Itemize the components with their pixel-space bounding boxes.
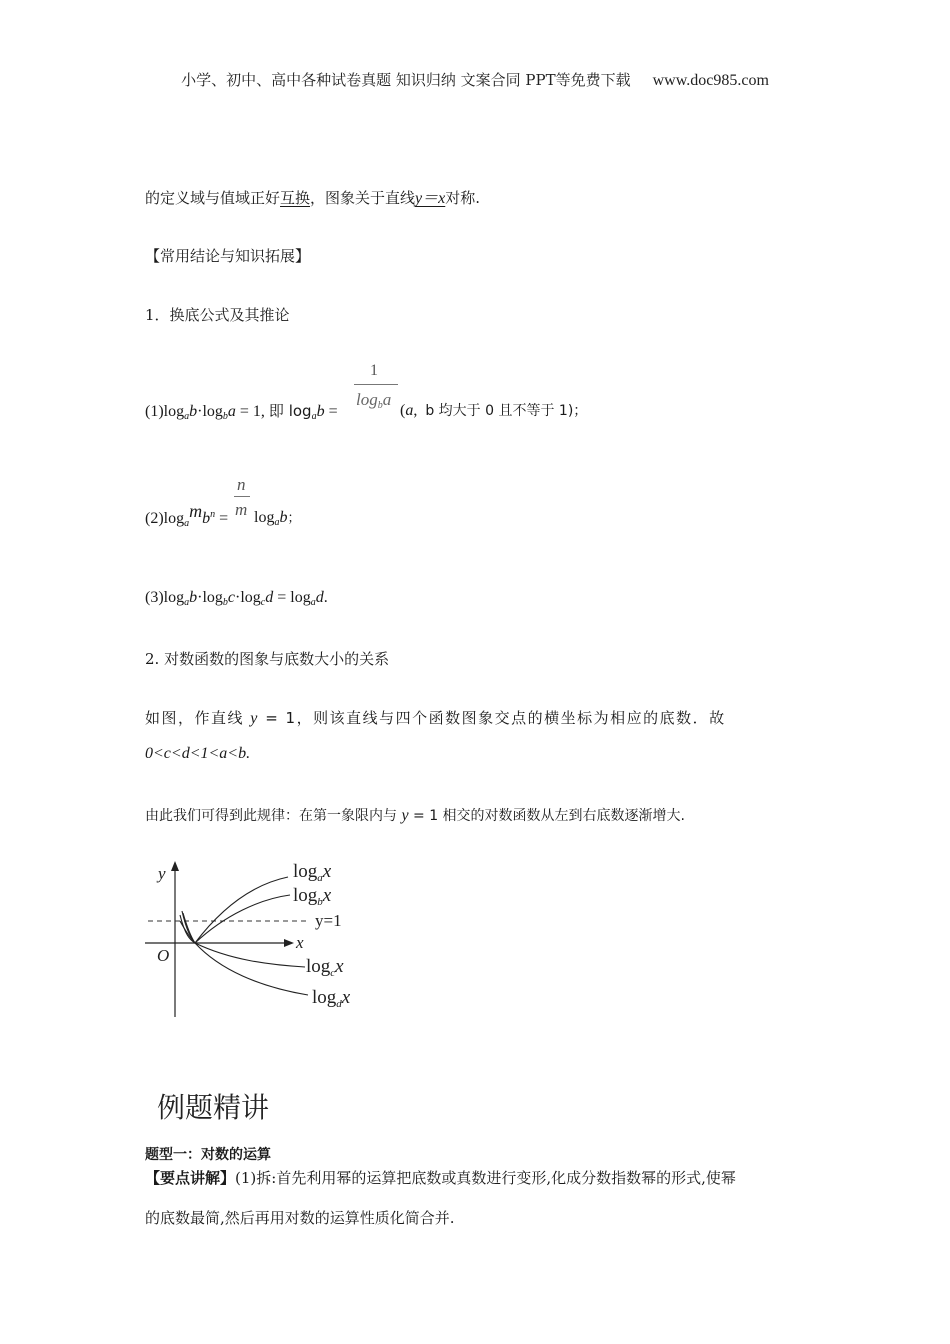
key-points-line2: 的底数最简,然后再用对数的运算性质化简合并. — [145, 1209, 455, 1227]
formula-2-numerator: n — [237, 475, 246, 494]
formula-2-eq: = — [215, 510, 229, 527]
intro-text-pre: 的定义域与值域正好 — [145, 189, 281, 207]
formula-2-fraction-bar — [234, 496, 250, 497]
formula-2-sub-a: a — [184, 518, 190, 529]
paragraph-1-y: y — [250, 710, 259, 727]
paragraph-2-b: = 1 相交的对数函数从左到右底数逐渐增大. — [413, 808, 686, 824]
formula-1-eq: = 1, — [235, 403, 265, 420]
paragraph-1-a: 如图，作直线 — [145, 709, 245, 727]
key-points-line1 — [145, 1167, 736, 1188]
item2-title: 2. 对数函数的图象与底数大小的关系 — [145, 650, 390, 668]
y-axis-arrow-icon — [171, 861, 179, 871]
label-y: y — [158, 864, 166, 883]
paragraph-2-y: y — [401, 807, 409, 824]
formula-2-rhs-sub: a — [274, 517, 280, 528]
formula-1-cond-a: a — [405, 402, 414, 419]
label-y1: y=1 — [315, 911, 342, 930]
key-points-label: 【要点讲解】 — [145, 1169, 236, 1187]
underlined-term-swap: 互换 — [280, 189, 311, 207]
label-log-b: $\log_bx$ — [293, 885, 332, 908]
formula-1-label: (1) — [145, 403, 164, 420]
paragraph-2-a: 由此我们可得到此规律：在第一象限内与 — [145, 808, 397, 824]
formula-1-ie: 即 log — [268, 402, 312, 420]
formula-2-rhs-log: log — [254, 509, 275, 526]
formula-2-tail: ； — [287, 511, 301, 526]
label-log-d: $\log_dx$ — [312, 987, 351, 1010]
formula-3-log: (3)log — [145, 589, 185, 606]
formula-2 — [145, 501, 229, 529]
section-title: 【常用结论与知识拓展】 — [145, 247, 311, 265]
formula-2-denominator: m — [235, 500, 248, 519]
page-header — [0, 69, 950, 90]
underlined-line-yx: y＝x — [415, 190, 446, 207]
formula-1-log: log — [163, 403, 185, 420]
label-log-a: $\log_ax$ — [293, 861, 332, 884]
label-log-c: $\log_cx$ — [306, 956, 344, 979]
formula-1: $(1)\log_ab\cdot\log_ba = 1$, 即 $\log_ab$ = — [145, 402, 338, 422]
paragraph-2 — [145, 805, 685, 825]
formula-1-condition: (a, b 均大于 0 且不等于 1)； — [400, 402, 588, 419]
key-points-text1: (1)拆:首先利用幂的运算把底数或真数进行变形,化成分数指数幂的形式,使幂 — [235, 1169, 736, 1187]
formula-1-den-sub: b — [377, 400, 383, 411]
item1-title: 1．换底公式及其推论 — [145, 306, 290, 324]
section-heading: 例题精讲 — [157, 1091, 270, 1124]
formula-1-fraction-bar — [354, 384, 398, 385]
formula-1-cond-rest: b 均大于 0 且不等于 1)； — [425, 403, 588, 419]
formula-2-b: b — [202, 510, 211, 527]
formula-3: $(3)\log_ab\cdot\log_bc\cdot\log_cd = \log_ad$. — [145, 589, 328, 608]
paragraph-1-b: = 1，则该直线与四个函数图象交点的横坐标为相应的底数．故 — [265, 709, 726, 727]
x-axis-arrow-icon — [284, 939, 294, 947]
type1-title: 题型一：对数的运算 — [145, 1147, 271, 1163]
formula-1-numerator: 1 — [370, 362, 378, 379]
formula-1-den-log: log — [356, 390, 378, 409]
formula-2-n: n — [210, 509, 216, 520]
curve-log-d — [183, 913, 308, 995]
intro-line — [145, 185, 480, 208]
formula-3-end: . — [323, 589, 328, 606]
formula-1-eq2: = — [324, 403, 338, 420]
header-url: www.doc985.com — [652, 72, 769, 89]
formula-2-log: (2)log — [145, 510, 185, 527]
formula-1-den-a: a — [382, 390, 392, 409]
inequality: 0<c<d<1<a<b. — [145, 745, 251, 762]
formula-1-denominator — [356, 390, 391, 411]
formula-2-rhs — [254, 507, 300, 528]
log-graph — [140, 855, 370, 1025]
formula-2-m: m — [189, 501, 203, 521]
curve-log-b — [182, 895, 290, 943]
header-title: 小学、初中、高中各种试卷真题 知识归纳 文案合同 PPT等免费下载 — [181, 71, 631, 89]
intro-text-post: 对称. — [445, 189, 481, 207]
label-x: x — [296, 933, 304, 952]
paragraph-1 — [145, 707, 726, 728]
curve-log-a — [180, 877, 288, 943]
label-origin: O — [157, 946, 170, 965]
formula-2-rhs-b: b — [279, 509, 288, 526]
intro-text-mid: ，图象关于直线 — [310, 189, 416, 207]
